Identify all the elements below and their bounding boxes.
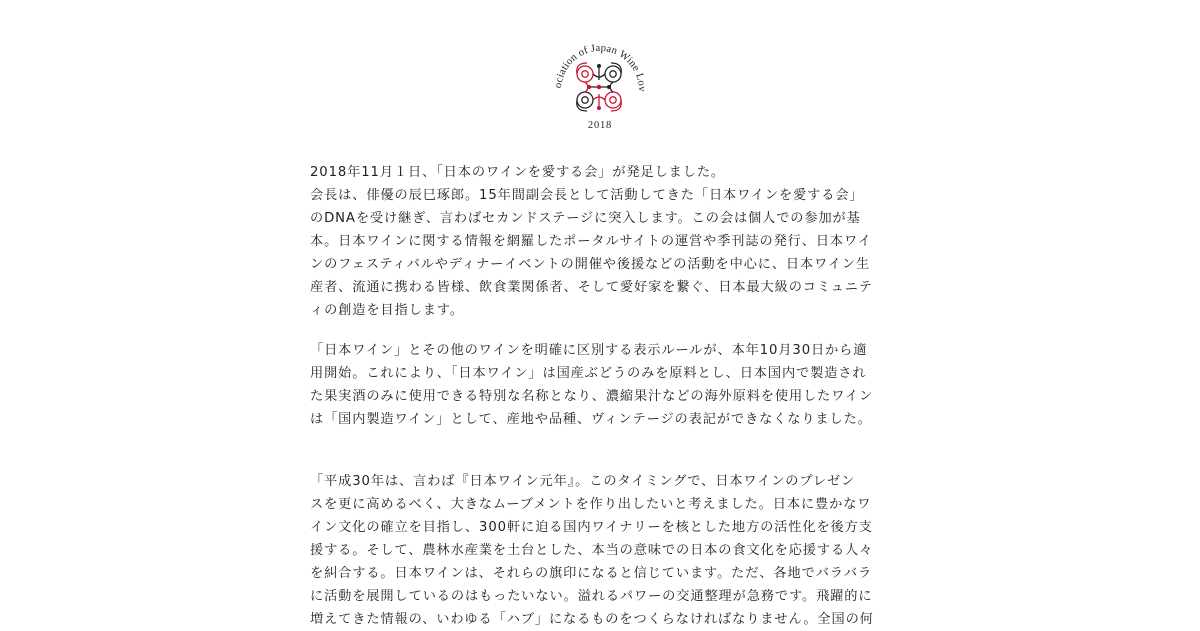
text-line: 産者、流通に携わる皆様、飲食業関係者、そして愛好家を繋ぐ、日本最大級のコミュニテ	[310, 280, 873, 295]
text-line: ィの創造を目指します。	[310, 303, 464, 318]
association-logo-emblem	[545, 28, 655, 132]
logo-arc-text: ociation of Japan Wine Lov	[552, 42, 648, 92]
logo-year: 2018	[587, 120, 613, 131]
text-line: を糾合する。日本ワインは、それらの旗印になると信じています。ただ、各地でバラバラ	[310, 566, 873, 581]
text-line: ンのフェスティバルやディナーイベントの開催や後援などの活動を中心に、日本ワイン生	[310, 257, 871, 272]
text-line: 2018年11月１日、「日本のワインを愛する会」が発足しました。	[310, 165, 726, 180]
text-line: 「日本ワイン」とその他のワインを明確に区別する表示ルールが、本年10月30日から適	[310, 343, 868, 358]
text-line: た果実酒のみに使用できる特別な名称となり、濃縮果汁などの海外原料を使用したワイン	[310, 389, 874, 404]
text-line: 援する。そして、農林水産業を土台とした、本当の意味での日本の食文化を応援する人々	[310, 543, 874, 558]
text-line: 用開始。これにより、「日本ワイン」は国産ぶどうのみを原料とし、日本国内で製造され	[310, 366, 867, 381]
text-line: のDNAを受け継ぎ、言わばセカンドステージに突入します。この会は個人での参加が基	[310, 211, 861, 226]
text-line: 増えてきた情報の、いわゆる「ハブ」になるものをつくらなければなりません。全国の何	[310, 612, 874, 627]
text-line: に活動を展開しているのはもったいない。溢れるパワーの交通整理が急務です。飛躍的に	[310, 589, 873, 604]
paragraph-founding	[310, 161, 892, 322]
text-line: イン文化の確立を目指し、300軒に迫る国内ワイナリーを核とした地方の活性化を後方支	[310, 520, 873, 535]
text-line: 本。日本ワインに関する情報を網羅したポータルサイトの運営や季刊誌の発行、日本ワイ	[310, 234, 872, 249]
article-body	[310, 161, 892, 631]
text-line: スを更に高めるべく、大きなムーブメントを作り出したいと考えました。日本に豊かなワ	[310, 497, 872, 512]
text-line: は「国内製造ワイン」として、産地や品種、ヴィンテージの表記ができなくなりました。	[310, 412, 872, 427]
association-logo	[545, 28, 655, 132]
text-line: 「平成30年は、言わば『日本ワイン元年』。このタイミングで、日本ワインのプレゼン	[310, 474, 856, 489]
text-line: 会長は、俳優の辰巳琢郎。15年間副会長として活動してきた「日本ワインを愛する会」	[310, 188, 864, 203]
paragraph-quote	[310, 470, 892, 631]
paragraph-labeling-rule	[310, 339, 892, 431]
